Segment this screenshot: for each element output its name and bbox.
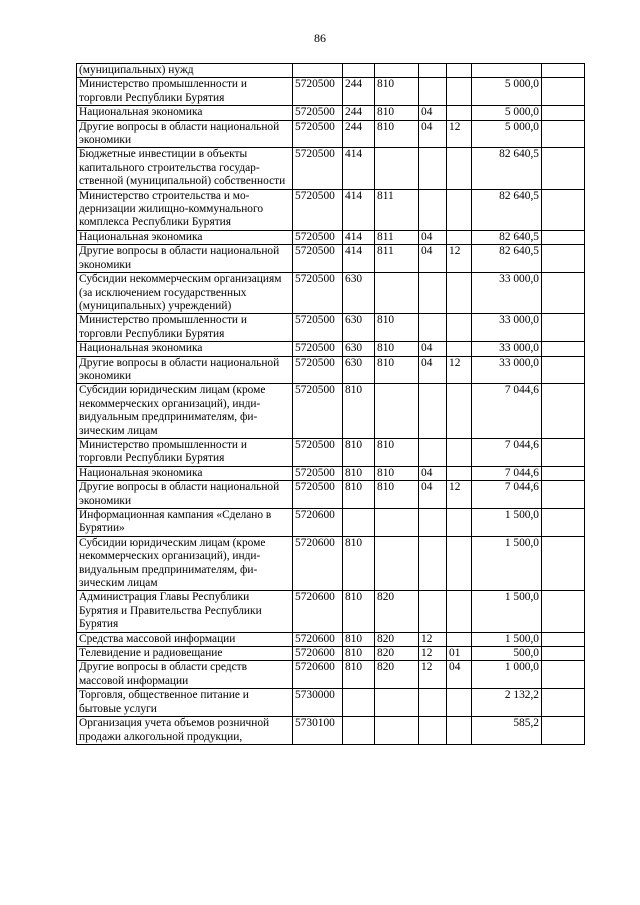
expense-type-code: 244 [343,106,375,120]
target-article-code: 5720600 [293,661,343,689]
target-article-code: 5720500 [293,189,343,230]
section-code [419,591,447,632]
table-row [77,148,585,189]
target-article-code: 5720600 [293,509,343,537]
expense-type-code: 244 [343,78,375,106]
amount: 82 640,5 [472,189,542,230]
ministry-code: 820 [375,632,419,646]
amount: 33 000,0 [472,314,542,342]
table-row [77,120,585,148]
amount: 585,2 [472,717,542,745]
budget-item-name: Министерство промышленности и торговли Республики Бурятия [77,78,293,106]
target-article-code: 5720500 [293,342,343,356]
ministry-code: 810 [375,78,419,106]
section-code: 04 [419,481,447,509]
expense-type-code [343,509,375,537]
expense-type-code [343,64,375,78]
budget-item-name: Администрация Главы Республики Бурятия и Правительства Республики Бурятия [77,591,293,632]
table-row [77,356,585,384]
expense-type-code: 414 [343,148,375,189]
expense-type-code [343,717,375,745]
target-article-code: 5720500 [293,481,343,509]
budget-item-name: Субсидии некоммерческим организациям (за исключением государственных (муниципальных) учреждений) [77,273,293,314]
amount: 7 044,6 [472,384,542,439]
ministry-code: 820 [375,661,419,689]
expense-type-code: 630 [343,273,375,314]
ministry-code [375,509,419,537]
target-article-code: 5730000 [293,689,343,717]
subsection-code [447,106,472,120]
table-row [77,78,585,106]
amount: 1 000,0 [472,661,542,689]
amount: 7 044,6 [472,438,542,466]
subsection-code [447,466,472,480]
target-article-code: 5720500 [293,106,343,120]
ministry-code [375,384,419,439]
extra-column [542,536,585,591]
extra-column [542,273,585,314]
ministry-code: 810 [375,481,419,509]
ministry-code: 810 [375,438,419,466]
subsection-code: 01 [447,647,472,661]
table-row [77,689,585,717]
target-article-code: 5720600 [293,647,343,661]
ministry-code [375,689,419,717]
extra-column [542,384,585,439]
budget-item-name: Другие вопросы в области средств массовой информации [77,661,293,689]
budget-item-name: Торговля, общественное питание и бытовые услуги [77,689,293,717]
subsection-code [447,536,472,591]
expense-type-code: 810 [343,647,375,661]
expense-type-code: 810 [343,661,375,689]
target-article-code: 5720500 [293,78,343,106]
target-article-code: 5720600 [293,632,343,646]
subsection-code [447,342,472,356]
section-code: 04 [419,466,447,480]
ministry-code: 810 [375,356,419,384]
subsection-code [447,689,472,717]
table-row [77,314,585,342]
section-code [419,438,447,466]
section-code: 04 [419,356,447,384]
expense-type-code: 244 [343,120,375,148]
amount: 7 044,6 [472,481,542,509]
extra-column [542,717,585,745]
subsection-code: 12 [447,356,472,384]
amount: 2 132,2 [472,689,542,717]
table-row [77,661,585,689]
target-article-code [293,64,343,78]
extra-column [542,661,585,689]
amount: 7 044,6 [472,466,542,480]
target-article-code: 5730100 [293,717,343,745]
budget-item-name: Министерство строительства и модернизации жилищно-коммунального комплекса Республики Бурятия [77,189,293,230]
amount: 33 000,0 [472,342,542,356]
table-row [77,632,585,646]
extra-column [542,591,585,632]
subsection-code: 12 [447,481,472,509]
subsection-code [447,314,472,342]
extra-column [542,189,585,230]
budget-item-name: Телевидение и радиовещание [77,647,293,661]
amount: 1 500,0 [472,632,542,646]
budget-item-name: Другие вопросы в области национальной экономики [77,120,293,148]
subsection-code [447,273,472,314]
extra-column [542,438,585,466]
subsection-code [447,717,472,745]
extra-column [542,78,585,106]
budget-item-name: Организация учета объемов розничной продажи алкогольной продукции, [77,717,293,745]
target-article-code: 5720500 [293,230,343,244]
budget-item-name: Министерство промышленности и торговли Республики Бурятия [77,438,293,466]
target-article-code: 5720500 [293,314,343,342]
table-row [77,647,585,661]
ministry-code: 811 [375,245,419,273]
target-article-code: 5720500 [293,384,343,439]
table-row [77,384,585,439]
target-article-code: 5720500 [293,356,343,384]
expense-type-code: 630 [343,356,375,384]
section-code [419,189,447,230]
amount [472,64,542,78]
budget-item-name: Национальная экономика [77,466,293,480]
subsection-code [447,632,472,646]
table-row [77,230,585,244]
budget-item-name: Средства массовой информации [77,632,293,646]
extra-column [542,106,585,120]
budget-item-name: Национальная экономика [77,342,293,356]
expense-type-code: 810 [343,536,375,591]
ministry-code [375,536,419,591]
ministry-code: 820 [375,591,419,632]
extra-column [542,509,585,537]
extra-column [542,356,585,384]
budget-item-name: Субсидии юридическим лицам (кроме некоммерческих организаций), индивидуальным предпринимателям, физическим лицам [77,384,293,439]
section-code: 04 [419,120,447,148]
table-row [77,342,585,356]
section-code: 12 [419,647,447,661]
target-article-code: 5720500 [293,438,343,466]
section-code: 04 [419,106,447,120]
table-row [77,466,585,480]
expense-type-code [343,689,375,717]
table-row [77,717,585,745]
ministry-code: 820 [375,647,419,661]
subsection-code: 04 [447,661,472,689]
extra-column [542,120,585,148]
section-code [419,64,447,78]
extra-column [542,245,585,273]
target-article-code: 5720500 [293,245,343,273]
target-article-code: 5720500 [293,466,343,480]
ministry-code [375,148,419,189]
extra-column [542,230,585,244]
budget-item-name: Информационная кампания «Сделано в Бурятии» [77,509,293,537]
amount: 33 000,0 [472,273,542,314]
table-row [77,438,585,466]
ministry-code: 811 [375,189,419,230]
subsection-code [447,591,472,632]
table-row [77,106,585,120]
extra-column [542,314,585,342]
section-code [419,314,447,342]
extra-column [542,466,585,480]
table-row [77,189,585,230]
ministry-code: 810 [375,466,419,480]
ministry-code: 811 [375,230,419,244]
table-row [77,481,585,509]
subsection-code: 12 [447,245,472,273]
ministry-code [375,273,419,314]
expense-type-code: 414 [343,189,375,230]
amount: 1 500,0 [472,509,542,537]
subsection-code [447,148,472,189]
section-code: 04 [419,245,447,273]
expense-type-code: 810 [343,384,375,439]
ministry-code: 810 [375,120,419,148]
target-article-code: 5720500 [293,148,343,189]
target-article-code: 5720600 [293,536,343,591]
target-article-code: 5720500 [293,273,343,314]
extra-column [542,689,585,717]
budget-item-name: Другие вопросы в области национальной экономики [77,481,293,509]
section-code [419,536,447,591]
expense-type-code: 810 [343,438,375,466]
subsection-code [447,189,472,230]
expense-type-code: 810 [343,466,375,480]
expense-type-code: 810 [343,481,375,509]
section-code [419,78,447,106]
amount: 82 640,5 [472,245,542,273]
section-code [419,689,447,717]
section-code: 12 [419,661,447,689]
ministry-code [375,64,419,78]
target-article-code: 5720500 [293,120,343,148]
ministry-code: 810 [375,106,419,120]
amount: 33 000,0 [472,356,542,384]
expense-type-code: 414 [343,245,375,273]
extra-column [542,481,585,509]
expense-type-code: 414 [343,230,375,244]
subsection-code [447,78,472,106]
budget-item-name: Бюджетные инвестиции в объекты капитального строительства государственной (муниципальной) собственности [77,148,293,189]
extra-column [542,64,585,78]
expense-type-code: 630 [343,342,375,356]
budget-item-name: Другие вопросы в области национальной экономики [77,245,293,273]
section-code [419,384,447,439]
extra-column [542,647,585,661]
budget-item-name: Субсидии юридическим лицам (кроме некоммерческих организаций), индивидуальным предпринимателям, физическим лицам [77,536,293,591]
section-code [419,509,447,537]
amount: 1 500,0 [472,536,542,591]
section-code [419,717,447,745]
subsection-code [447,384,472,439]
budget-item-name: Другие вопросы в области национальной экономики [77,356,293,384]
table-row [77,536,585,591]
amount: 1 500,0 [472,591,542,632]
section-code: 04 [419,230,447,244]
ministry-code [375,717,419,745]
section-code [419,148,447,189]
extra-column [542,148,585,189]
section-code: 12 [419,632,447,646]
section-code [419,273,447,314]
subsection-code: 12 [447,120,472,148]
budget-table [76,63,585,745]
expense-type-code: 630 [343,314,375,342]
ministry-code: 810 [375,342,419,356]
budget-item-name: Национальная экономика [77,230,293,244]
target-article-code: 5720600 [293,591,343,632]
amount: 5 000,0 [472,120,542,148]
table-row [77,509,585,537]
extra-column [542,632,585,646]
table-row [77,64,585,78]
amount: 500,0 [472,647,542,661]
subsection-code [447,64,472,78]
amount: 5 000,0 [472,106,542,120]
expense-type-code: 810 [343,632,375,646]
section-code: 04 [419,342,447,356]
subsection-code [447,509,472,537]
table-row [77,245,585,273]
amount: 5 000,0 [472,78,542,106]
subsection-code [447,230,472,244]
subsection-code [447,438,472,466]
budget-item-name: (муниципальных) нужд [77,64,293,78]
page-number: 86 [314,31,326,45]
extra-column [542,342,585,356]
amount: 82 640,5 [472,230,542,244]
table-row [77,591,585,632]
budget-table-body [77,64,585,745]
amount: 82 640,5 [472,148,542,189]
expense-type-code: 810 [343,591,375,632]
budget-item-name: Министерство промышленности и торговли Республики Бурятия [77,314,293,342]
table-row [77,273,585,314]
budget-item-name: Национальная экономика [77,106,293,120]
ministry-code: 810 [375,314,419,342]
